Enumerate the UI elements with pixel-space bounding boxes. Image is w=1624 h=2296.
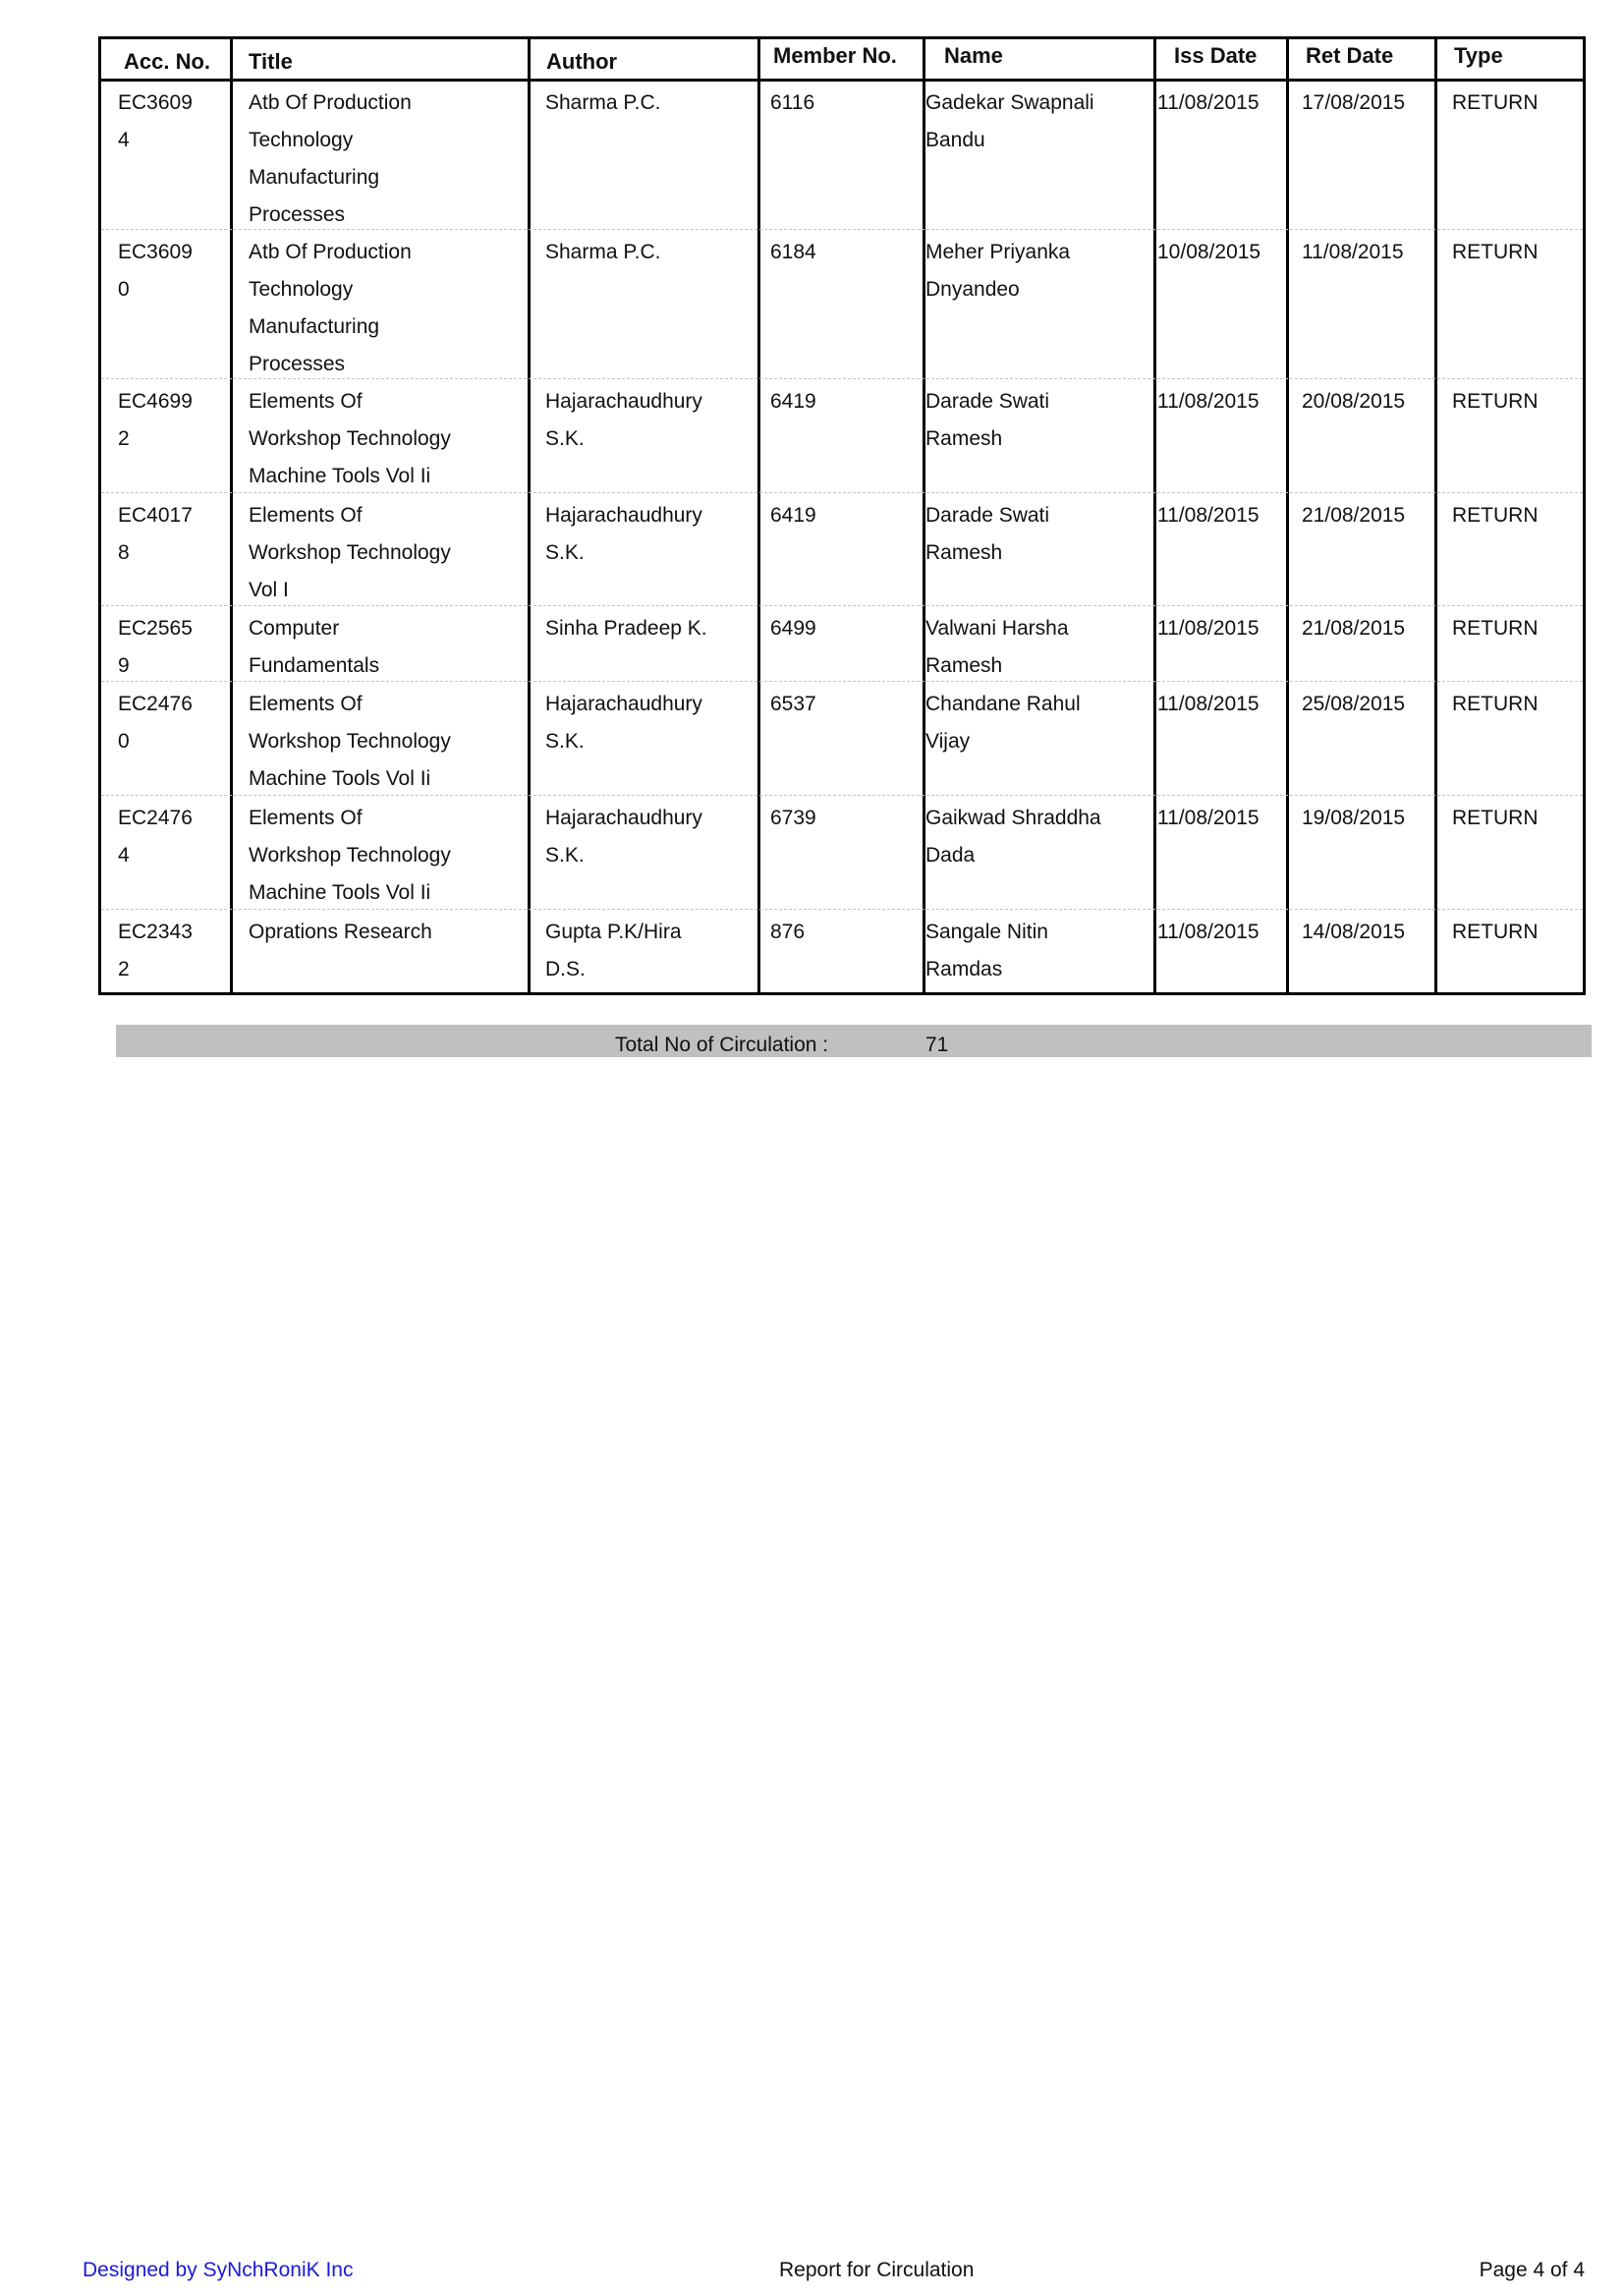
cell-ret-date: 14/08/2015 (1302, 921, 1406, 943)
cell-title: Elements Of (249, 390, 363, 413)
cell-type: RETURN (1452, 241, 1539, 263)
cell-type: RETURN (1452, 693, 1539, 715)
cell-name: Valwani Harsha (925, 617, 1069, 640)
column-divider (757, 39, 760, 992)
cell-title: Vol I (249, 579, 289, 601)
cell-name: Gadekar Swapnali (925, 91, 1094, 114)
cell-title: Workshop Technology (249, 427, 451, 450)
cell-member-no: 6419 (770, 504, 816, 527)
cell-iss-date: 10/08/2015 (1157, 241, 1261, 263)
cell-name: Ramesh (925, 541, 1003, 564)
cell-acc-no: 4 (118, 844, 130, 867)
cell-acc-no: 9 (118, 654, 130, 677)
cell-author: S.K. (545, 730, 585, 753)
header-ret-date: Ret Date (1306, 43, 1394, 68)
cell-name: Gaikwad Shraddha (925, 807, 1101, 829)
cell-title: Workshop Technology (249, 541, 451, 564)
report-title: Report for Circulation (779, 2259, 975, 2281)
header-type: Type (1454, 43, 1503, 68)
header-iss-date: Iss Date (1174, 43, 1258, 68)
cell-ret-date: 21/08/2015 (1302, 504, 1406, 527)
cell-title: Oprations Research (249, 921, 432, 943)
cell-author: Sinha Pradeep K. (545, 617, 707, 640)
cell-title: Technology (249, 278, 354, 301)
cell-title: Elements Of (249, 504, 363, 527)
cell-name: Dada (925, 844, 976, 867)
designer-credit: Designed by SyNchRoniK Inc (83, 2259, 354, 2281)
cell-ret-date: 21/08/2015 (1302, 617, 1406, 640)
cell-title: Elements Of (249, 807, 363, 829)
cell-acc-no: EC2565 (118, 617, 193, 640)
cell-author: Gupta P.K/Hira (545, 921, 682, 943)
cell-title: Atb Of Production (249, 91, 412, 114)
page-number: Page 4 of 4 (1479, 2259, 1585, 2281)
total-circulation-label: Total No of Circulation : (615, 1034, 829, 1056)
column-divider (528, 39, 531, 992)
cell-acc-no: 8 (118, 541, 130, 564)
header-divider (101, 79, 1583, 82)
cell-type: RETURN (1452, 617, 1539, 640)
cell-type: RETURN (1452, 504, 1539, 527)
cell-member-no: 6739 (770, 807, 816, 829)
cell-type: RETURN (1452, 390, 1539, 413)
cell-author: Hajarachaudhury (545, 390, 702, 413)
cell-ret-date: 11/08/2015 (1302, 241, 1404, 263)
cell-member-no: 6116 (770, 91, 815, 114)
header-author: Author (546, 49, 618, 74)
cell-author: Sharma P.C. (545, 241, 661, 263)
row-separator (101, 605, 1583, 606)
cell-title: Atb Of Production (249, 241, 412, 263)
cell-type: RETURN (1452, 91, 1539, 114)
cell-ret-date: 17/08/2015 (1302, 91, 1406, 114)
cell-acc-no: 2 (118, 958, 130, 980)
cell-title: Processes (249, 203, 346, 226)
header-title: Title (249, 49, 293, 74)
cell-title: Workshop Technology (249, 730, 451, 753)
column-divider (1153, 39, 1156, 992)
cell-member-no: 876 (770, 921, 806, 943)
total-circulation-value: 71 (925, 1034, 949, 1056)
cell-iss-date: 11/08/2015 (1157, 91, 1260, 114)
cell-member-no: 6499 (770, 617, 816, 640)
cell-type: RETURN (1452, 807, 1539, 829)
cell-name: Chandane Rahul (925, 693, 1081, 715)
cell-name: Darade Swati (925, 390, 1050, 413)
cell-name: Ramesh (925, 427, 1003, 450)
cell-name: Bandu (925, 129, 985, 151)
cell-author: D.S. (545, 958, 586, 980)
total-circulation-bar (116, 1025, 1592, 1057)
cell-iss-date: 11/08/2015 (1157, 807, 1260, 829)
cell-acc-no: 0 (118, 730, 130, 753)
header-name: Name (944, 43, 1003, 68)
cell-acc-no: EC4017 (118, 504, 193, 527)
cell-member-no: 6419 (770, 390, 816, 413)
cell-iss-date: 11/08/2015 (1157, 617, 1260, 640)
cell-ret-date: 20/08/2015 (1302, 390, 1406, 413)
cell-acc-no: EC3609 (118, 91, 193, 114)
cell-author: Hajarachaudhury (545, 504, 702, 527)
cell-title: Machine Tools Vol Ii (249, 767, 431, 790)
cell-acc-no: 0 (118, 278, 130, 301)
cell-acc-no: EC2476 (118, 807, 193, 829)
cell-name: Dnyandeo (925, 278, 1020, 301)
cell-title: Manufacturing (249, 315, 380, 338)
cell-iss-date: 11/08/2015 (1157, 693, 1260, 715)
cell-author: Hajarachaudhury (545, 693, 702, 715)
cell-type: RETURN (1452, 921, 1539, 943)
cell-author: Sharma P.C. (545, 91, 661, 114)
cell-name: Ramesh (925, 654, 1003, 677)
column-divider (1286, 39, 1289, 992)
column-divider (230, 39, 233, 992)
cell-name: Vijay (925, 730, 971, 753)
cell-title: Elements Of (249, 693, 363, 715)
cell-iss-date: 11/08/2015 (1157, 504, 1260, 527)
cell-name: Darade Swati (925, 504, 1050, 527)
cell-acc-no: 4 (118, 129, 130, 151)
cell-title: Processes (249, 353, 346, 375)
cell-acc-no: EC4699 (118, 390, 193, 413)
cell-author: Hajarachaudhury (545, 807, 702, 829)
circulation-table (98, 36, 1586, 995)
cell-title: Machine Tools Vol Ii (249, 881, 431, 904)
cell-iss-date: 11/08/2015 (1157, 390, 1260, 413)
cell-name: Meher Priyanka (925, 241, 1071, 263)
cell-title: Manufacturing (249, 166, 380, 189)
cell-title: Fundamentals (249, 654, 380, 677)
cell-ret-date: 19/08/2015 (1302, 807, 1406, 829)
cell-title: Technology (249, 129, 354, 151)
cell-acc-no: EC2343 (118, 921, 193, 943)
cell-member-no: 6537 (770, 693, 816, 715)
cell-author: S.K. (545, 541, 585, 564)
cell-member-no: 6184 (770, 241, 816, 263)
cell-acc-no: 2 (118, 427, 130, 450)
cell-title: Computer (249, 617, 340, 640)
cell-iss-date: 11/08/2015 (1157, 921, 1260, 943)
cell-title: Workshop Technology (249, 844, 451, 867)
cell-acc-no: EC3609 (118, 241, 193, 263)
header-acc-no: Acc. No. (124, 49, 211, 74)
column-divider (1434, 39, 1437, 992)
cell-name: Ramdas (925, 958, 1003, 980)
cell-title: Machine Tools Vol Ii (249, 465, 431, 487)
cell-ret-date: 25/08/2015 (1302, 693, 1406, 715)
cell-name: Sangale Nitin (925, 921, 1048, 943)
header-member-no: Member No. (773, 43, 897, 68)
cell-author: S.K. (545, 427, 585, 450)
cell-author: S.K. (545, 844, 585, 867)
cell-acc-no: EC2476 (118, 693, 193, 715)
